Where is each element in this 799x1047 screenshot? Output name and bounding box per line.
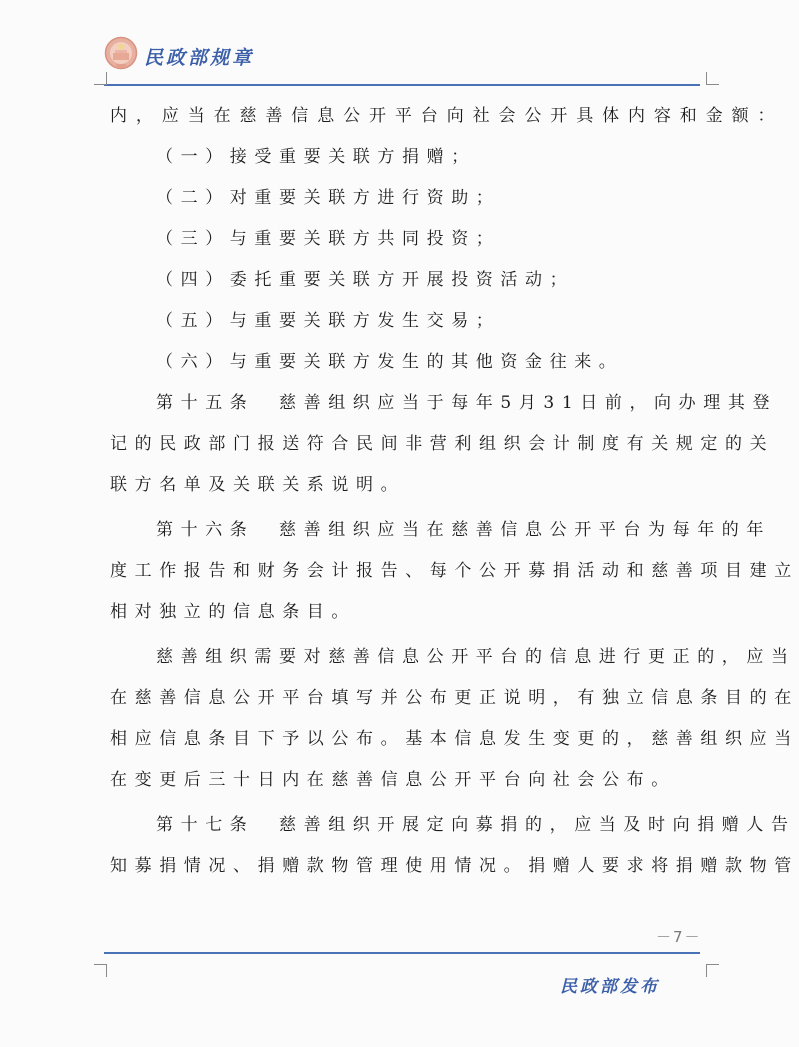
page-number: －7－ xyxy=(656,928,702,946)
corner-mark-top-left xyxy=(94,72,107,85)
list-item: （三）与重要关联方共同投资； xyxy=(156,229,501,249)
list-item: （二）对重要关联方进行资助； xyxy=(156,188,501,208)
list-item: （一）接受重要关联方捐赠； xyxy=(156,147,476,167)
paragraph-first-line: 慈善组织需要对慈善信息公开平台的信息进行更正的，应当 xyxy=(156,647,796,667)
corner-mark-top-right xyxy=(706,72,719,85)
body-line: 内，应当在慈善信息公开平台向社会公开具体内容和金额： xyxy=(110,106,784,126)
corner-mark-bottom-right xyxy=(706,964,719,977)
article-15-heading-line: 第十五条 慈善组织应当于每年5月31日前，向办理其登 xyxy=(156,393,778,413)
footer-title: 民政部发布 xyxy=(560,977,660,997)
list-item: （四）委托重要关联方开展投资活动； xyxy=(156,270,575,290)
body-line: 知募捐情况、捐赠款物管理使用情况。捐赠人要求将捐赠款物管 xyxy=(110,856,799,876)
list-item: （五）与重要关联方发生交易； xyxy=(156,311,501,331)
page-header xyxy=(104,36,704,76)
body-line: 在慈善信息公开平台填写并公布更正说明，有独立信息条目的在 xyxy=(110,688,799,708)
body-line: 记的民政部门报送符合民间非营利组织会计制度有关规定的关 xyxy=(110,434,775,454)
header-title: 民政部规章 xyxy=(144,47,255,69)
national-emblem-icon xyxy=(104,36,138,72)
article-16-heading-line: 第十六条 慈善组织应当在慈善信息公开平台为每年的年 xyxy=(156,520,771,540)
list-item: （六）与重要关联方发生的其他资金往来。 xyxy=(156,352,624,372)
body-line: 在变更后三十日内在慈善信息公开平台向社会公布。 xyxy=(110,770,676,790)
body-text xyxy=(110,96,799,887)
corner-mark-bottom-left xyxy=(94,964,107,977)
body-line: 度工作报告和财务会计报告、每个公开募捐活动和慈善项目建立 xyxy=(110,561,799,581)
article-17-heading-line: 第十七条 慈善组织开展定向募捐的，应当及时向捐赠人告 xyxy=(156,815,796,835)
body-line: 联方名单及关联关系说明。 xyxy=(110,475,406,495)
body-line: 相应信息条目下予以公布。基本信息发生变更的，慈善组织应当 xyxy=(110,729,799,749)
body-line: 相对独立的信息条目。 xyxy=(110,602,356,622)
footer-rule xyxy=(104,952,700,954)
header-rule xyxy=(104,84,700,86)
